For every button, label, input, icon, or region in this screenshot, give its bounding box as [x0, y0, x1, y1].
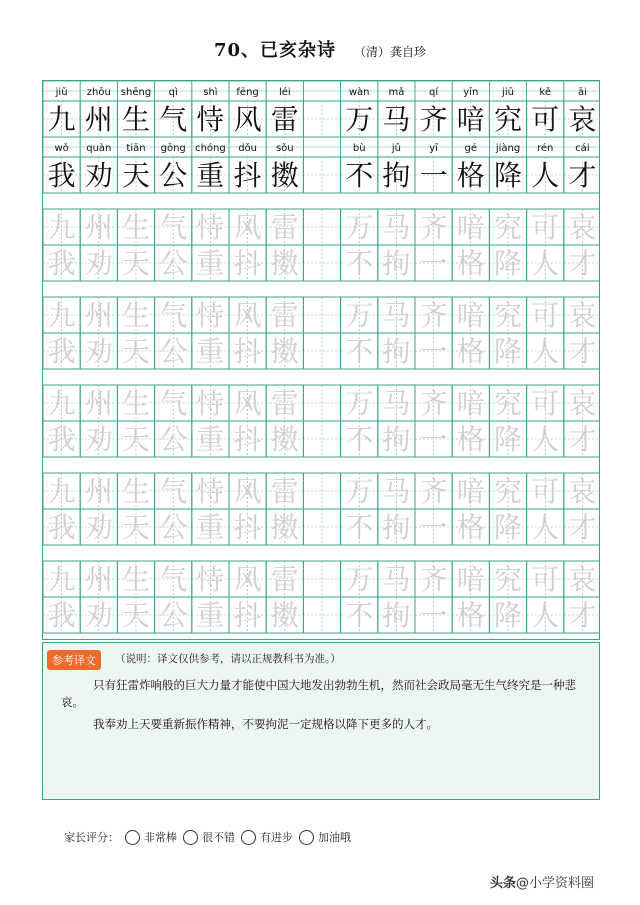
- tracing-character: 重: [196, 423, 225, 456]
- pinyin-syllable: chóng: [195, 143, 226, 154]
- tracing-character: 劝: [84, 511, 113, 544]
- tracing-character: 雷: [270, 475, 299, 508]
- poem-character: 才: [568, 159, 597, 192]
- pinyin-syllable: mǎ: [388, 87, 405, 98]
- poem-character: 万: [345, 103, 374, 136]
- tracing-character: 州: [84, 475, 113, 508]
- poem-character: 抖: [233, 159, 262, 192]
- tracing-character: 生: [121, 387, 151, 420]
- tracing-character: 风: [233, 299, 262, 332]
- poem-character: 人: [531, 159, 560, 192]
- tracing-character: 抖: [233, 335, 262, 368]
- poem-character: 可: [531, 103, 560, 136]
- tracing-character: 九: [47, 563, 76, 596]
- tracing-character: 拘: [382, 511, 411, 544]
- poem-character: 风: [233, 103, 262, 136]
- tracing-character: 重: [196, 247, 225, 280]
- tracing-character: 气: [159, 387, 188, 420]
- tracing-character: 天: [121, 423, 151, 456]
- tracing-character: 不: [345, 423, 374, 456]
- rating-option-label: 很不错: [202, 831, 235, 844]
- tracing-character: 一: [419, 511, 448, 544]
- tracing-character: 抖: [233, 511, 262, 544]
- tracing-character: 恃: [196, 387, 225, 420]
- tracing-character: 恃: [196, 475, 225, 508]
- pinyin-syllable: āi: [577, 87, 587, 98]
- tracing-character: 喑: [456, 563, 485, 596]
- tracing-character: 马: [382, 563, 411, 596]
- tracing-character: 格: [456, 423, 485, 456]
- pinyin-syllable: wǒ: [54, 143, 69, 154]
- tracing-character: 天: [121, 247, 151, 280]
- tracing-character: 降: [493, 335, 523, 368]
- tracing-character: 风: [233, 387, 262, 420]
- poem-character: 降: [493, 159, 523, 192]
- tracing-character: 擞: [270, 423, 299, 456]
- pinyin-syllable: qí: [429, 87, 439, 98]
- poem-character: 格: [456, 159, 485, 192]
- pinyin-syllable: jiǔ: [55, 87, 68, 98]
- tracing-character: 究: [493, 211, 523, 244]
- tracing-character: 万: [345, 475, 374, 508]
- translation-paragraph-2: 我奉劝上天要重新振作精神，不要拘泥一定规格以降下更多的人才。: [93, 717, 438, 731]
- tracing-character: 公: [159, 599, 188, 632]
- tracing-character: 降: [493, 247, 523, 280]
- tracing-character: 哀: [568, 211, 597, 244]
- tracing-character: 齐: [419, 299, 448, 332]
- poem-character: 哀: [568, 103, 597, 136]
- poem-character: 天: [121, 159, 151, 192]
- radio-circle-icon[interactable]: [299, 830, 314, 845]
- tracing-character: 究: [493, 563, 523, 596]
- tracing-character: 九: [47, 299, 76, 332]
- tracing-character: 可: [531, 387, 560, 420]
- tracing-character: 人: [531, 423, 560, 456]
- poem-character: 气: [159, 103, 188, 136]
- tracing-character: 公: [159, 511, 188, 544]
- tracing-character: 生: [121, 475, 151, 508]
- tracing-character: 降: [493, 599, 523, 632]
- tracing-character: 人: [531, 599, 560, 632]
- tracing-character: 重: [196, 599, 225, 632]
- tracing-character: 恃: [196, 211, 225, 244]
- tracing-character: 不: [345, 335, 374, 368]
- poem-character: 一: [419, 159, 448, 192]
- tracing-character: 马: [382, 475, 411, 508]
- tracing-character: 雷: [270, 211, 299, 244]
- tracing-character: 抖: [233, 423, 262, 456]
- reference-translation-label: 参考译文: [47, 650, 101, 670]
- tracing-character: 生: [121, 211, 151, 244]
- tracing-character: 九: [47, 475, 76, 508]
- reference-translation-box: [42, 642, 600, 800]
- poem-character: 擞: [270, 159, 299, 192]
- tracing-character: 人: [531, 511, 560, 544]
- tracing-character: 劝: [84, 247, 113, 280]
- tracing-character: 恃: [196, 563, 225, 596]
- tracing-character: 天: [121, 335, 151, 368]
- pinyin-syllable: gōng: [160, 143, 186, 154]
- tracing-character: 马: [382, 211, 411, 244]
- tracing-character: 州: [84, 563, 113, 596]
- tracing-character: 恃: [196, 299, 225, 332]
- tracing-character: 不: [345, 247, 374, 280]
- poem-character: 州: [84, 103, 113, 136]
- tracing-character: 气: [159, 299, 188, 332]
- tracing-character: 雷: [270, 299, 299, 332]
- poem-character: 生: [121, 103, 151, 136]
- tracing-character: 公: [159, 423, 188, 456]
- tracing-character: 不: [345, 599, 374, 632]
- pinyin-syllable: léi: [278, 87, 291, 98]
- tracing-character: 格: [456, 247, 485, 280]
- tracing-character: 万: [345, 299, 374, 332]
- tracing-character: 不: [345, 511, 374, 544]
- tracing-character: 格: [456, 511, 485, 544]
- radio-circle-icon[interactable]: [241, 830, 256, 845]
- tracing-character: 究: [493, 387, 523, 420]
- tracing-character: 九: [47, 387, 76, 420]
- tracing-character: 气: [159, 563, 188, 596]
- tracing-character: 风: [233, 563, 262, 596]
- pinyin-syllable: yī: [429, 143, 438, 154]
- tracing-character: 擞: [270, 335, 299, 368]
- tracing-character: 擞: [270, 599, 299, 632]
- tracing-character: 可: [531, 211, 560, 244]
- tracing-character: 可: [531, 299, 560, 332]
- pinyin-syllable: dǒu: [238, 143, 258, 154]
- tracing-character: 一: [419, 599, 448, 632]
- rating-option-label: 有进步: [260, 831, 293, 844]
- tracing-character: 齐: [419, 211, 448, 244]
- radio-circle-icon[interactable]: [183, 830, 198, 845]
- poem-character: 喑: [456, 103, 485, 136]
- tracing-character: 万: [345, 387, 374, 420]
- tracing-character: 天: [121, 511, 151, 544]
- tracing-character: 一: [419, 335, 448, 368]
- tracing-character: 州: [84, 211, 113, 244]
- tracing-character: 究: [493, 475, 523, 508]
- tracing-character: 喑: [456, 211, 485, 244]
- pinyin-syllable: jū: [391, 143, 401, 154]
- pinyin-syllable: kě: [539, 87, 551, 98]
- tracing-character: 拘: [382, 599, 411, 632]
- tracing-character: 天: [121, 599, 151, 632]
- poem-character: 公: [159, 159, 188, 192]
- poem-character: 拘: [382, 159, 411, 192]
- watermark: [490, 872, 594, 891]
- tracing-character: 可: [531, 563, 560, 596]
- tracing-character: 齐: [419, 475, 448, 508]
- tracing-character: 抖: [233, 599, 262, 632]
- poem-author: （清）龚自珍: [354, 45, 427, 59]
- tracing-character: 风: [233, 475, 262, 508]
- tracing-character: 格: [456, 335, 485, 368]
- translation-paragraph-1: 只有狂雷炸响般的巨大力量才能使中国大地发出勃勃生机，然而社会政局毫无生气终究是一种悲哀。: [61, 678, 576, 709]
- translation-disclaimer: （说明：译文仅供参考，请以正规教科书为准。）: [115, 653, 341, 665]
- tracing-character: 公: [159, 247, 188, 280]
- pinyin-syllable: jiū: [502, 87, 514, 98]
- pinyin-syllable: gé: [464, 143, 478, 154]
- rating-option-good[interactable]: [183, 829, 235, 845]
- rating-option-keep-going[interactable]: [299, 829, 351, 845]
- poem-character: 不: [345, 159, 374, 192]
- pinyin-syllable: jiàng: [495, 143, 521, 154]
- rating-option-excellent[interactable]: [125, 829, 177, 845]
- tracing-character: 齐: [419, 563, 448, 596]
- rating-option-label: 加油哦: [318, 831, 351, 844]
- pinyin-syllable: shēng: [120, 87, 152, 98]
- tracing-character: 雷: [270, 563, 299, 596]
- tracing-character: 降: [493, 511, 523, 544]
- pinyin-syllable: tiān: [126, 143, 146, 154]
- tracing-character: 气: [159, 475, 188, 508]
- tracing-character: 我: [47, 511, 76, 544]
- poem-title: 70、已亥杂诗: [213, 40, 337, 61]
- tracing-character: 马: [382, 299, 411, 332]
- tracing-character: 拘: [382, 247, 411, 280]
- pinyin-syllable: wàn: [348, 87, 370, 98]
- tracing-character: 劝: [84, 599, 113, 632]
- pinyin-syllable: sǒu: [275, 143, 294, 154]
- pinyin-syllable: cái: [575, 143, 590, 154]
- tracing-character: 喑: [456, 475, 485, 508]
- tracing-character: 马: [382, 387, 411, 420]
- tracing-character: 一: [419, 423, 448, 456]
- tracing-character: 齐: [419, 387, 448, 420]
- tracing-character: 雷: [270, 387, 299, 420]
- tracing-character: 我: [47, 247, 76, 280]
- tracing-character: 才: [568, 247, 597, 280]
- pinyin-syllable: zhōu: [86, 87, 111, 98]
- tracing-character: 哀: [568, 299, 597, 332]
- tracing-character: 擞: [270, 511, 299, 544]
- tracing-character: 公: [159, 335, 188, 368]
- pinyin-syllable: shì: [203, 87, 218, 98]
- tracing-character: 人: [531, 247, 560, 280]
- tracing-character: 可: [531, 475, 560, 508]
- rating-option-improved[interactable]: [241, 829, 293, 845]
- tracing-character: 我: [47, 335, 76, 368]
- tracing-character: 生: [121, 563, 151, 596]
- pinyin-syllable: fēng: [236, 87, 259, 98]
- tracing-character: 一: [419, 247, 448, 280]
- watermark-handle: @小学资料圈: [516, 876, 595, 891]
- poem-character: 雷: [270, 103, 299, 136]
- tracing-character: 风: [233, 211, 262, 244]
- tracing-character: 州: [84, 387, 113, 420]
- poem-character: 我: [47, 159, 76, 192]
- parent-rating: [64, 828, 351, 846]
- tracing-character: 才: [568, 335, 597, 368]
- page-title: [0, 36, 640, 62]
- tracing-character: 擞: [270, 247, 299, 280]
- tracing-character: 喑: [456, 387, 485, 420]
- tracing-character: 劝: [84, 423, 113, 456]
- tracing-character: 哀: [568, 387, 597, 420]
- tracing-character: 降: [493, 423, 523, 456]
- tracing-character: 气: [159, 211, 188, 244]
- tracing-character: 喑: [456, 299, 485, 332]
- tracing-character: 才: [568, 511, 597, 544]
- tracing-character: 劝: [84, 335, 113, 368]
- pinyin-syllable: quàn: [86, 143, 112, 154]
- tracing-character: 九: [47, 211, 76, 244]
- radio-circle-icon[interactable]: [125, 830, 140, 845]
- rating-option-label: 非常棒: [144, 831, 177, 844]
- tracing-character: 人: [531, 335, 560, 368]
- poem-character: 究: [493, 103, 523, 136]
- tracing-character: 万: [345, 211, 374, 244]
- tracing-character: 格: [456, 599, 485, 632]
- pinyin-syllable: qì: [168, 87, 178, 98]
- tracing-character: 重: [196, 511, 225, 544]
- tracing-character: 才: [568, 423, 597, 456]
- watermark-logo: 头条: [490, 876, 517, 891]
- tracing-character: 究: [493, 299, 523, 332]
- tracing-character: 哀: [568, 563, 597, 596]
- pinyin-syllable: bù: [352, 143, 366, 154]
- tracing-character: 拘: [382, 335, 411, 368]
- pinyin-syllable: yīn: [463, 87, 479, 98]
- rating-label: 家长评分：: [64, 831, 119, 844]
- copybook-grid: [42, 80, 600, 640]
- tracing-character: 哀: [568, 475, 597, 508]
- tracing-character: 重: [196, 335, 225, 368]
- poem-character: 马: [382, 103, 411, 136]
- poem-character: 重: [196, 159, 225, 192]
- tracing-character: 抖: [233, 247, 262, 280]
- tracing-character: 州: [84, 299, 113, 332]
- poem-character: 齐: [419, 103, 448, 136]
- tracing-character: 生: [121, 299, 151, 332]
- poem-character: 恃: [196, 103, 225, 136]
- tracing-character: 万: [345, 563, 374, 596]
- grid-svg: [43, 81, 600, 640]
- pinyin-syllable: rén: [537, 143, 554, 154]
- tracing-character: 才: [568, 599, 597, 632]
- poem-character: 劝: [84, 159, 113, 192]
- poem-character: 九: [47, 103, 76, 136]
- tracing-character: 我: [47, 423, 76, 456]
- tracing-character: 拘: [382, 423, 411, 456]
- tracing-character: 我: [47, 599, 76, 632]
